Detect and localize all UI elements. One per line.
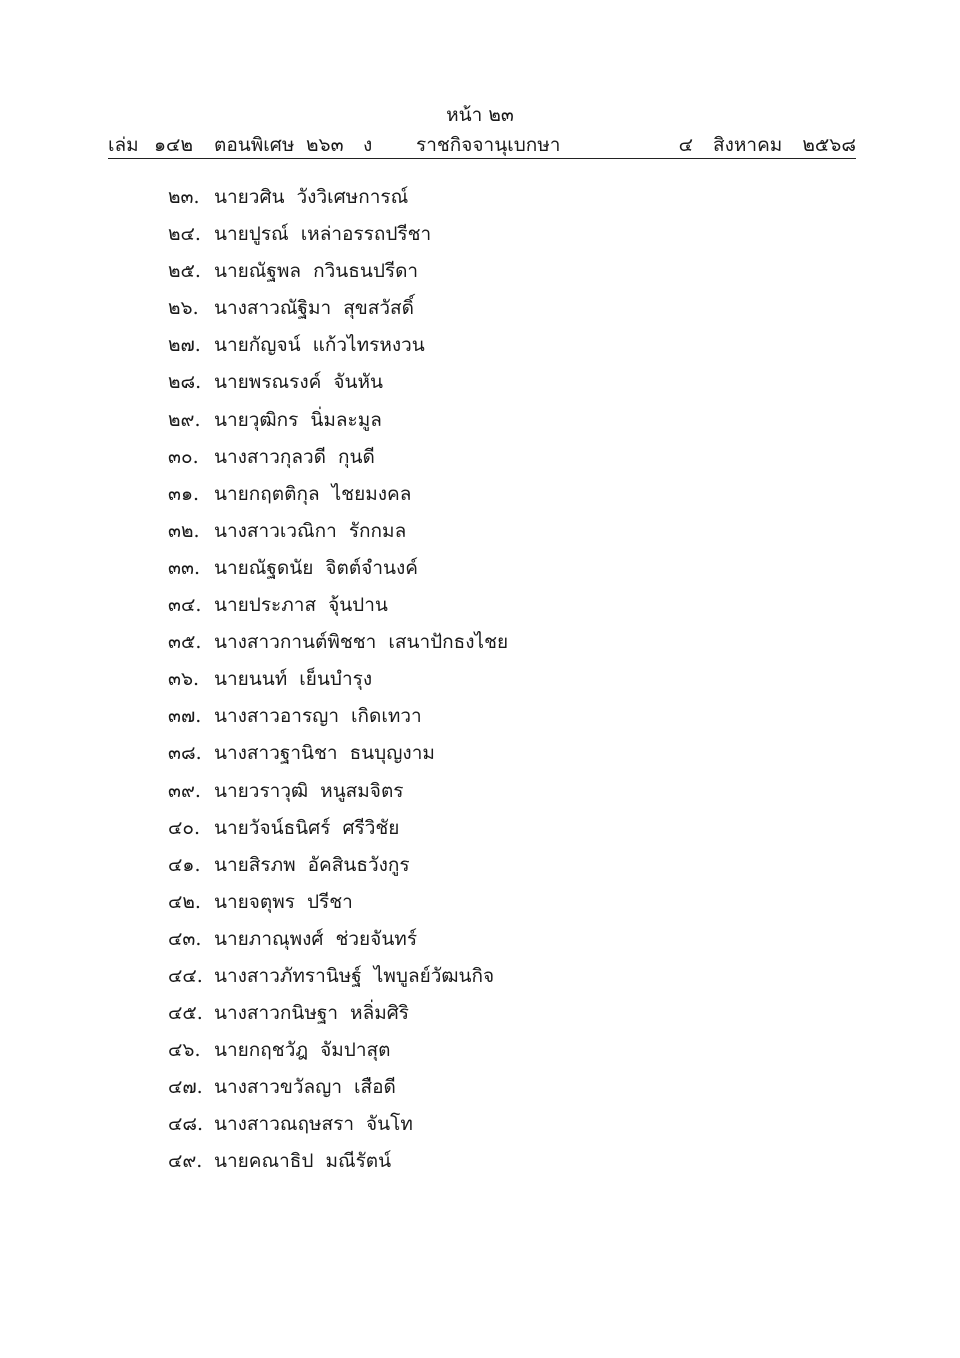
list-item	[168, 181, 508, 218]
list-item	[168, 737, 508, 774]
list-item	[168, 218, 508, 255]
entry-given-name: นางสาวกนิษฐา	[214, 1002, 339, 1025]
volume-label: เล่ม	[108, 134, 139, 156]
list-item	[168, 552, 508, 589]
entry-given-name: นายปูรณ์	[214, 223, 289, 246]
entry-surname: ไชยมงคล	[331, 482, 412, 505]
list-item	[168, 292, 508, 329]
entry-given-name: นายประภาส	[214, 594, 317, 617]
list-item	[168, 255, 508, 292]
entry-given-name: นายภาณุพงศ์	[214, 927, 324, 950]
list-item	[168, 329, 508, 366]
entry-number: ๒๕.	[168, 260, 201, 283]
entry-given-name: นางสาวกานต์พิชชา	[214, 631, 377, 654]
entry-number: ๓๐.	[168, 445, 199, 468]
entry-surname: มณีรัตน์	[325, 1150, 392, 1173]
volume-number: ๑๔๒	[154, 134, 193, 156]
entry-surname: สุขสวัสดิ์	[343, 297, 414, 320]
entry-number: ๔๑.	[168, 853, 201, 876]
list-item	[168, 1145, 508, 1182]
entry-number: ๔๗.	[168, 1076, 203, 1099]
name-list	[168, 181, 508, 1183]
entry-number: ๔๔.	[168, 964, 203, 987]
entry-given-name: นายวราวุฒิ	[214, 779, 309, 802]
list-item	[168, 700, 508, 737]
gazette-name: ราชกิจจานุเบกษา	[416, 134, 561, 156]
entry-number: ๔๕.	[168, 1002, 203, 1025]
entry-surname: แก้วไทรหงวน	[312, 334, 425, 357]
list-item	[168, 923, 508, 960]
list-item	[168, 812, 508, 849]
entry-number: ๓๗.	[168, 705, 202, 728]
entry-number: ๒๔.	[168, 223, 201, 246]
list-item	[168, 478, 508, 515]
entry-given-name: นายสิรภพ	[214, 853, 296, 876]
date-year: ๒๕๖๘	[802, 134, 856, 156]
entry-given-name: นางสาวฐานิชา	[214, 742, 338, 765]
entry-given-name: นางสาวเวณิกา	[214, 519, 337, 542]
page-number-value: ๒๓	[488, 104, 514, 126]
entry-number: ๓๘.	[168, 742, 202, 765]
entry-surname: จัมปาสุต	[320, 1039, 391, 1062]
entry-given-name: นางสาวภัทรานิษฐ์	[214, 964, 362, 987]
entry-given-name: นายนนท์	[214, 668, 288, 691]
date-month: สิงหาคม	[713, 134, 783, 156]
entry-given-name: นายวุฒิกร	[214, 408, 299, 431]
entry-surname: ไพบูลย์วัฒนกิจ	[373, 964, 495, 987]
entry-number: ๒๓.	[168, 186, 200, 208]
entry-given-name: นางสาวณัฐิมา	[214, 297, 332, 320]
entry-number: ๓๕.	[168, 631, 202, 654]
entry-number: ๔๒.	[168, 890, 201, 913]
entry-given-name: นายกฤตติกุล	[214, 482, 320, 505]
entry-number: ๔๐.	[168, 816, 201, 839]
entry-surname: อัคสินธวังกูร	[307, 853, 410, 876]
entry-surname: หลิ่มศิริ	[350, 1002, 410, 1025]
list-item	[168, 404, 508, 441]
entry-surname: ธนบุญงาม	[349, 742, 435, 765]
entry-surname: วังวิเศษการณ์	[296, 186, 409, 208]
entry-surname: กุนดี	[338, 445, 375, 468]
entry-number: ๔๖.	[168, 1039, 201, 1062]
list-item	[168, 960, 508, 997]
list-item	[168, 441, 508, 478]
entry-given-name: นางสาวขวัลญา	[214, 1076, 343, 1099]
list-item	[168, 1034, 508, 1071]
section-letter: ง	[363, 134, 373, 156]
entry-number: ๓๙.	[168, 779, 201, 802]
issue-date	[665, 130, 856, 160]
entry-surname: หนูสมจิตร	[320, 779, 404, 802]
entry-surname: จันโท	[366, 1113, 413, 1136]
entry-given-name: นายวัจน์ธนิศร์	[214, 816, 331, 839]
entry-surname: เกิดเทวา	[351, 705, 422, 728]
list-item	[168, 515, 508, 552]
entry-surname: เหล่าอรรถปรีชา	[300, 223, 432, 246]
entry-number: ๓๔.	[168, 594, 202, 617]
list-item	[168, 886, 508, 923]
entry-number: ๒๙.	[168, 408, 201, 431]
entry-given-name: นางสาวณฤษสรา	[214, 1113, 354, 1136]
entry-number: ๔๘.	[168, 1113, 204, 1136]
entry-surname: เย็นบำรุง	[299, 668, 373, 691]
entry-number: ๓๖.	[168, 668, 200, 691]
list-item	[168, 1108, 508, 1145]
entry-number: ๔๙.	[168, 1150, 203, 1173]
entry-number: ๔๓.	[168, 927, 202, 950]
entry-given-name: นางสาวกุลวดี	[214, 445, 327, 468]
entry-given-name: นายณัฐดนัย	[214, 556, 314, 579]
entry-surname: กวินธนปรีดา	[313, 260, 419, 283]
list-item	[168, 1071, 508, 1108]
entry-surname: จุ้นปาน	[328, 594, 388, 617]
entry-surname: จันหัน	[333, 371, 383, 394]
list-item	[168, 663, 508, 700]
entry-number: ๓๒.	[168, 519, 200, 542]
entry-surname: ช่วยจันทร์	[335, 927, 418, 950]
issue-number: ๒๖๓	[306, 134, 344, 156]
list-item	[168, 849, 508, 886]
entry-surname: ปรีชา	[307, 890, 353, 913]
entry-surname: ศรีวิชัย	[342, 816, 400, 839]
page-label: หน้า	[446, 104, 483, 126]
list-item	[168, 997, 508, 1034]
entry-surname: เสนาปักธงไชย	[388, 631, 509, 654]
entry-number: ๓๓.	[168, 556, 201, 579]
list-item	[168, 626, 508, 663]
entry-given-name: นายกฤชวัฎ	[214, 1039, 309, 1062]
entry-given-name: นายพรณรงค์	[214, 371, 322, 394]
entry-surname: รักกมล	[348, 519, 407, 542]
date-day: ๔	[678, 134, 693, 156]
issue-label: ตอนพิเศษ	[214, 134, 295, 156]
entry-given-name: นายวศิน	[214, 186, 285, 208]
entry-given-name: นางสาวอารญา	[214, 705, 340, 728]
gazette-header	[108, 130, 856, 159]
entry-number: ๒๘.	[168, 371, 202, 394]
entry-given-name: นายคณาธิป	[214, 1150, 314, 1173]
entry-surname: เสือดี	[354, 1076, 396, 1099]
entry-number: ๓๑.	[168, 482, 200, 505]
page-number	[0, 100, 960, 130]
entry-given-name: นายกัญจน์	[214, 334, 301, 357]
list-item	[168, 775, 508, 812]
list-item	[168, 589, 508, 626]
list-item	[168, 366, 508, 403]
entry-number: ๒๗.	[168, 334, 201, 357]
entry-number: ๒๖.	[168, 297, 199, 320]
entry-surname: นิ่มละมูล	[310, 408, 382, 431]
entry-given-name: นายณัฐพล	[214, 260, 302, 283]
entry-given-name: นายจตุพร	[214, 890, 295, 913]
entry-surname: จิตต์จำนงค์	[325, 556, 418, 579]
